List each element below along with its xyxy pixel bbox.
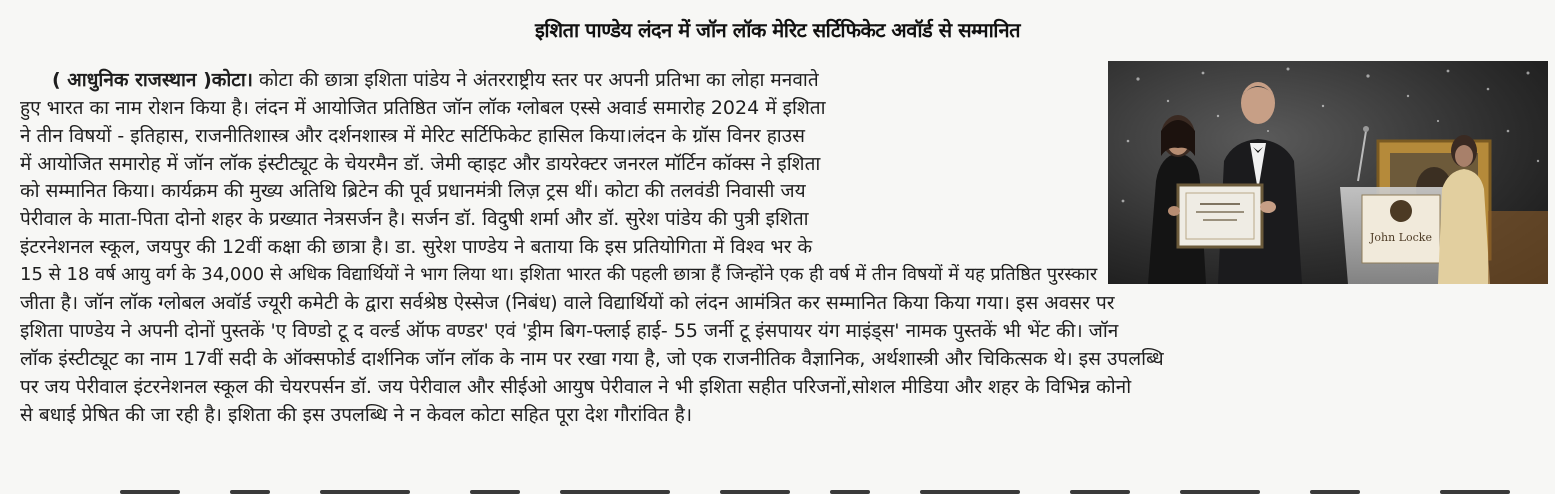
dateline: ( आधुनिक राजस्थान )कोटा। [52, 69, 253, 91]
article-line-7: इंटरनेशनल स्कूल, जयपुर की 12वीं कक्षा की छात्रा है। डा. सुरेश पाण्डेय ने बताया कि इस प्रतियोगिता में विश्व भर के [20, 236, 813, 258]
award-ceremony-photo [1108, 61, 1548, 284]
article-line-8: 15 से 18 वर्ष आयु वर्ग के 34,000 से अधिक विद्यार्थियों ने भाग लिया था। इशिता भारत की पहली छात्रा हैं जिन्होंने एक ही वर्ष में तीन विषयों में यह प्रतिष्ठित पुरस्कार [20, 264, 1098, 285]
article-line-6: पेरीवाल के माता-पिता दोनो शहर के प्रख्यात नेत्रसर्जन है। सर्जन डॉ. विदुषी शर्मा और डॉ. सुरेश पांडेय की पुत्री इशिता [20, 208, 809, 230]
cropped-next-line-fragment [0, 485, 1555, 494]
article-line-1 [52, 67, 819, 93]
article-line-3: ने तीन विषयों - इतिहास, राजनीतिशास्त्र और दर्शनशास्त्र में मेरिट सर्टिफिकेट हासिल किया।लंदन के ग्रॉस विनर हाउस [20, 125, 805, 147]
article-line-10: इशिता पाण्डेय ने अपनी दोनों पुस्तकें 'ए विण्डो टू द वर्ल्ड ऑफ वण्डर' एवं 'ड्रीम बिग-फ्लाई हाई- 55 जर्नी टू इंसपायर यंग माइंड्स' नामक पुस्तकें भी भेंट की। जॉन [20, 320, 1119, 342]
podium-label: John Locke [1370, 231, 1432, 244]
award-ceremony-illustration [1108, 61, 1548, 284]
article-line-5: को सम्मानित किया। कार्यक्रम की मुख्य अतिथि ब्रिटेन की पूर्व प्रधानमंत्री लिज़ ट्रस थीं। कोटा की तलवंडी निवासी जय [20, 180, 806, 202]
article-line-13: से बधाई प्रेषित की जा रही है। इशिता की इस उपलब्धि ने न केवल कोटा सहित पूरा देश गौरांवित है। [20, 404, 693, 426]
article-line-1-text: कोटा की छात्रा इशिता पांडेय ने अंतरराष्ट्रीय स्तर पर अपनी प्रतिभा का लोहा मनवाते [253, 69, 819, 91]
article-line-11: लॉक इंस्टीट्यूट का नाम 17वीं सदी के ऑक्सफोर्ड दार्शनिक जॉन लॉक के नाम पर रखा गया है, जो एक राजनीतिक वैज्ञानिक, अर्थशास्त्री और चिकित्सक थे। इस उपलब्धि [20, 348, 1164, 370]
headline: इशिता पाण्डेय लंदन में जॉन लॉक मेरिट सर्टिफिकेट अवॉर्ड से सम्मानित [535, 18, 1020, 42]
article-line-2: हुए भारत का नाम रोशन किया है। लंदन में आयोजित प्रतिष्ठित जॉन लॉक ग्लोबल एस्से अवार्ड समारोह 2024 में इशिता [20, 97, 826, 119]
article-line-4: में आयोजित समारोह में जॉन लॉक इंस्टीट्यूट के चेयरमैन डॉ. जेमी व्हाइट और डायरेक्टर जनरल मॉर्टिन कॉक्स ने इशिता [20, 153, 821, 175]
article-line-12: पर जय पेरीवाल इंटरनेशनल स्कूल की चेयरपर्सन डॉ. जय पेरीवाल और सीईओ आयुष पेरीवाल ने भी इशिता सहीत परिजनों,सोशल मीडिया और शहर के विभिन्न कोनो [20, 376, 1132, 398]
article-line-9: जीता है। जॉन लॉक ग्लोबल अवॉर्ड ज्यूरी कमेटी के द्वारा सर्वश्रेष्ठ ऐस्सेज (निबंध) वाले विद्यार्थियों को लंदन आमंत्रित कर सम्मानित किया किया गया। इस अवसर पर [20, 292, 1115, 314]
